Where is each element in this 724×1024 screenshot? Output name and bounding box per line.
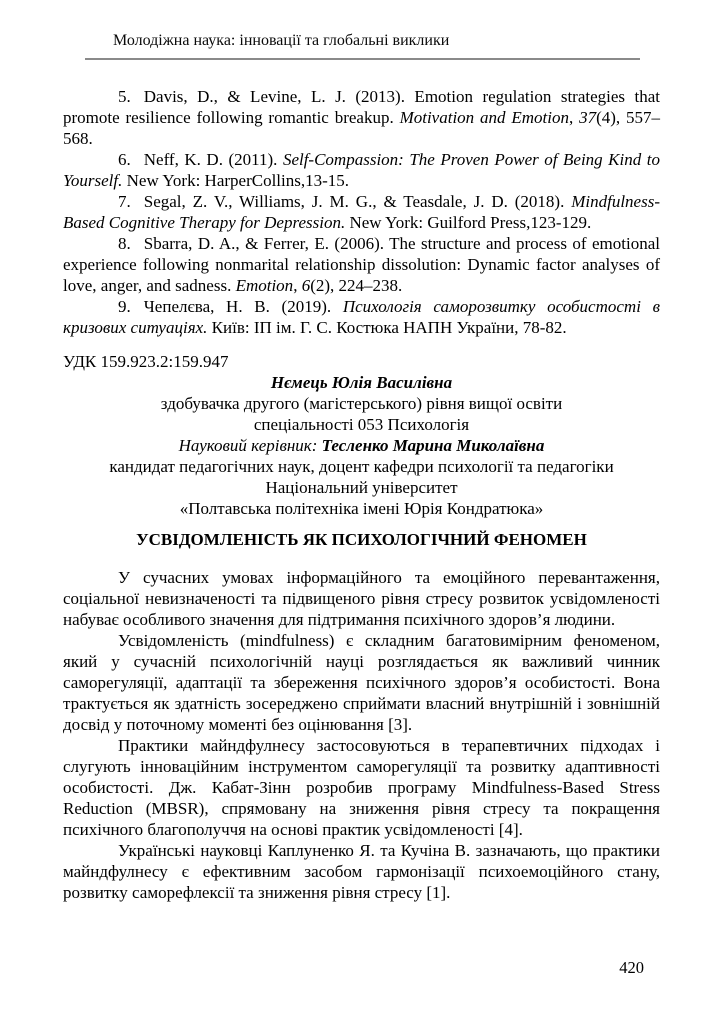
reference-journal-title: Motivation and Emotion (399, 108, 569, 127)
reference-text: Segal, Z. V., Williams, J. M. G., & Teasdale, J. D. (2018). (143, 192, 572, 211)
reference-number: 8. (118, 234, 131, 253)
author-name: Нємець Юлія Василівна (270, 373, 453, 392)
reference-text: (2), 224–238. (310, 276, 403, 295)
reference-item-7 (63, 191, 660, 233)
reference-number: 5. (118, 87, 131, 106)
udc-code: УДК 159.923.2:159.947 (63, 352, 229, 371)
page-number: 420 (619, 958, 644, 977)
reference-text: , (293, 276, 302, 295)
university-name: Національний університет (265, 478, 458, 497)
reference-text: Sbarra, D. A., & Ferrer, E. (2006). The structure and process of emotional experience following nonmarital relationship dissolution: Dynamic factor analyses of love, anger, and sadness. (63, 234, 660, 295)
reference-item-6 (63, 149, 660, 191)
body-paragraph-2: Усвідомленість (mindfulness) є складним багатовимірним феноменом, який у сучасній психологічній науці розглядається як важливий чинник саморегуляції, адаптації та збереження психічного здоров’я особистості. Вона трактується як здатність зосереджено сприймати власний внутрішній і зовнішній досвід у поточному моменті без оцінювання [3]. (63, 631, 660, 734)
references-section (63, 86, 660, 338)
reference-item-9 (63, 296, 660, 338)
supervisor-line (63, 435, 660, 456)
reference-number: 7. (118, 192, 131, 211)
author-specialty: спеціальності 053 Психологія (253, 415, 470, 434)
reference-book-title: Mindfulness-Based Cognitive Therapy for Depression. (63, 192, 660, 232)
reference-number: 6. (118, 150, 131, 169)
reference-text: New York: Guilford Press,123-129. (345, 213, 592, 232)
article-title: УСВІДОМЛЕНІСТЬ ЯК ПСИХОЛОГІЧНИЙ ФЕНОМЕН (136, 530, 587, 549)
reference-volume: 37 (579, 108, 597, 127)
university-name-quoted: «Полтавська політехніка імені Юрія Кондратюка» (179, 499, 544, 518)
reference-book-title: Self-Compassion: The Proven Power of Being Kind to Yourself. (63, 150, 660, 190)
reference-text: Neff, K. D. (2011). (143, 150, 283, 169)
reference-text: , (568, 108, 580, 127)
reference-text: Davis, D., & Levine, L. J. (2013). Emotion regulation strategies that promote resilience following romantic breakup. (63, 87, 660, 127)
supervisor-label: Науковий керівник: (178, 436, 322, 455)
reference-book-title: Психологія саморозвитку особистості в кризових ситуаціях. (63, 297, 660, 337)
reference-text: (4), 557–568. (63, 108, 660, 148)
reference-volume: 6 (301, 276, 311, 295)
reference-text: New York: HarperCollins,13-15. (122, 171, 350, 190)
running-title: Молодіжна наука: інновації та глобальні виклики (113, 32, 450, 49)
supervisor-name: Тесленко Марина Миколаївна (321, 436, 545, 455)
body-paragraph-4: Українські науковці Каплуненко Я. та Кучіна В. зазначають, що практики майндфулнесу є ефективним засобом гармонізації психоемоційного стану, розвитку саморефлексії та зниження рівня стресу [1]. (63, 841, 660, 902)
reference-item-8 (63, 233, 660, 296)
author-block (63, 372, 660, 519)
reference-text: Чепелєва, Н. В. (2019). (143, 297, 343, 316)
reference-journal-title: Emotion (235, 276, 294, 295)
body-paragraph-1: У сучасних умовах інформаційного та емоційного перевантаження, соціальної невизначеності та підвищеного рівня стресу розвиток усвідомленості набуває особливого значення для підтримання психічного здоров’я людини. (63, 568, 660, 629)
reference-text: Київ: ІП ім. Г. С. Костюка НАПН України, 78-82. (207, 318, 567, 337)
supervisor-degree: кандидат педагогічних наук, доцент кафедри психології та педагогіки (109, 457, 614, 476)
author-role: здобувачка другого (магістерського) рівня вищої освіти (160, 394, 563, 413)
body-paragraph-3: Практики майндфулнесу застосовуються в терапевтичних підходах і слугують інноваційним інструментом саморегуляції та розвитку адаптивності особистості. Дж. Кабат-Зінн розробив програму Mindfulness-Based Stress Reduction (MBSR), спрямовану на зниження рівня стресу та покращення психічного благополуччя на основі практик усвідомленості [4]. (63, 736, 660, 839)
reference-number: 9. (118, 297, 131, 316)
page-header (85, 30, 640, 60)
reference-item-5 (63, 86, 660, 149)
